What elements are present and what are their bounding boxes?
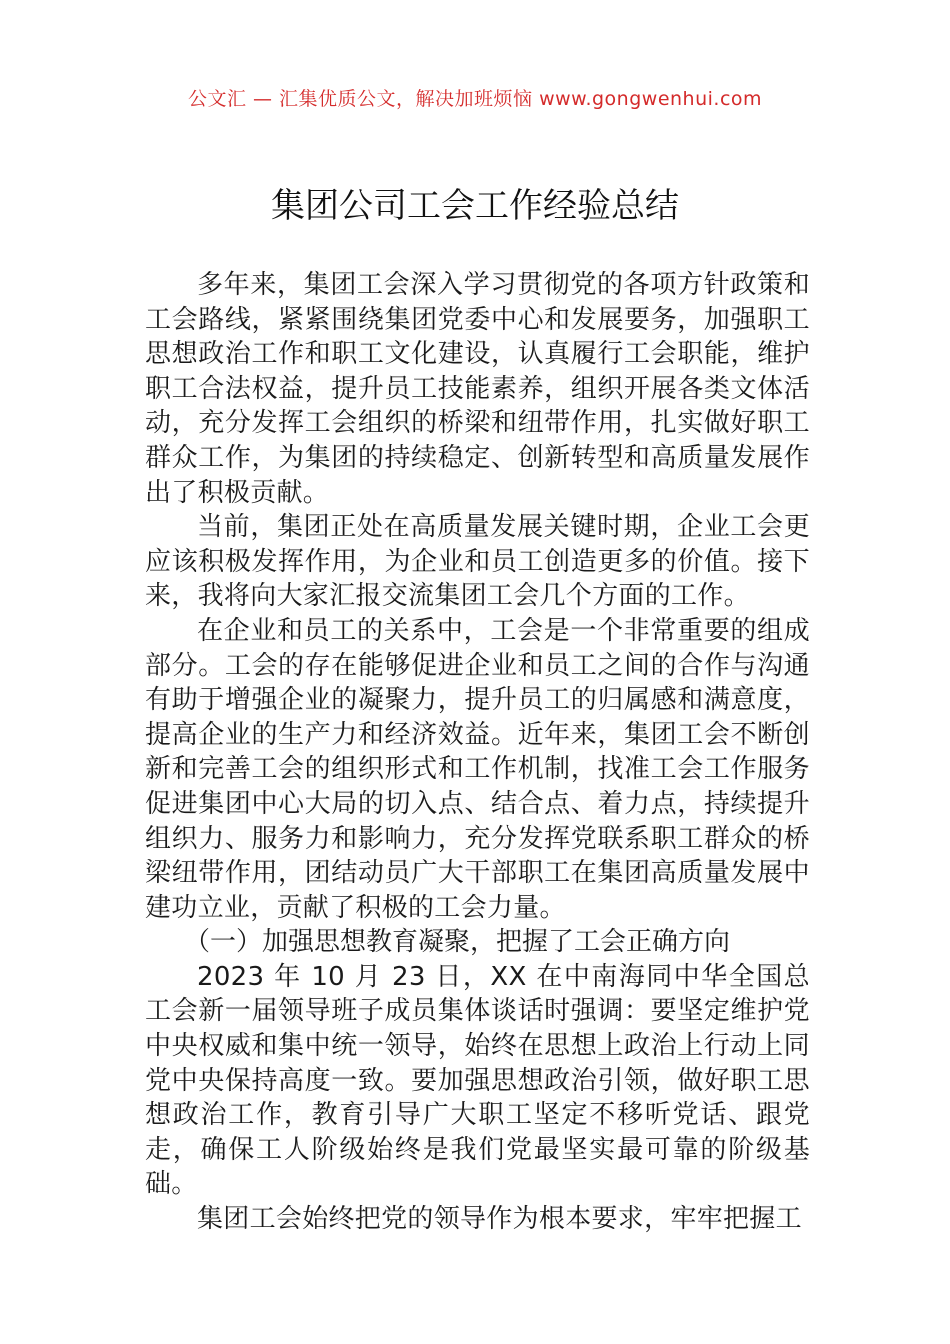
paragraph-current-period: 当前，集团正处在高质量发展关键时期，企业工会更应该积极发挥作用，为企业和员工创造更多的价值。接下来，我将向大家汇报交流集团工会几个方面的工作。 [145, 512, 810, 612]
header-banner: 公文汇 — 汇集优质公文，解决加班烦恼 www.gongwenhui.com [187, 88, 763, 110]
paragraph-intro: 多年来，集团工会深入学习贯彻党的各项方针政策和工会路线，紧紧围绕集团党委中心和发展要务，加强职工思想政治工作和职工文化建设，认真履行工会职能，维护职工合法权益，提升员工技能素养，组织开展各类文体活动，充分发挥工会组织的桥梁和纽带作用，扎实做好职工群众工作，为集团的持续稳定、创新转型和高质量发展作出了积极贡献。 [145, 270, 810, 508]
paragraph-party-leadership: 集团工会始终把党的领导作为根本要求，牢牢把握工 [197, 1204, 802, 1235]
document-body [145, 268, 810, 1237]
document-title: 集团公司工会工作经验总结 [271, 186, 679, 226]
paragraph-speech: 2023 年 10 月 23 日，XX 在中南海同中华全国总工会新一届领导班子成员集体谈话时强调：要坚定维护党中央权威和集中统一领导，始终在思想上政治上行动上同党中央保持高度一致。要加强思想政治引领，做好职工思想政治工作，教育引导广大职工坚定不移听党话、跟党走，确保工人阶级始终是我们党最坚实最可靠的阶级基础。 [145, 961, 810, 1200]
paragraph-union-role: 在企业和员工的关系中，工会是一个非常重要的组成部分。工会的存在能够促进企业和员工之间的合作与沟通有助于增强企业的凝聚力，提升员工的归属感和满意度，提高企业的生产力和经济效益。近年来，集团工会不断创新和完善工会的组织形式和工作机制，找准工会工作服务促进集团中心大局的切入点、结合点、着力点，持续提升组织力、服务力和影响力，充分发挥党联系职工群众的桥梁纽带作用，团结动员广大干部职工在集团高质量发展中建功立业，贡献了积极的工会力量。 [145, 615, 810, 923]
section-heading-1: （一）加强思想教育凝聚，把握了工会正确方向 [184, 927, 731, 958]
